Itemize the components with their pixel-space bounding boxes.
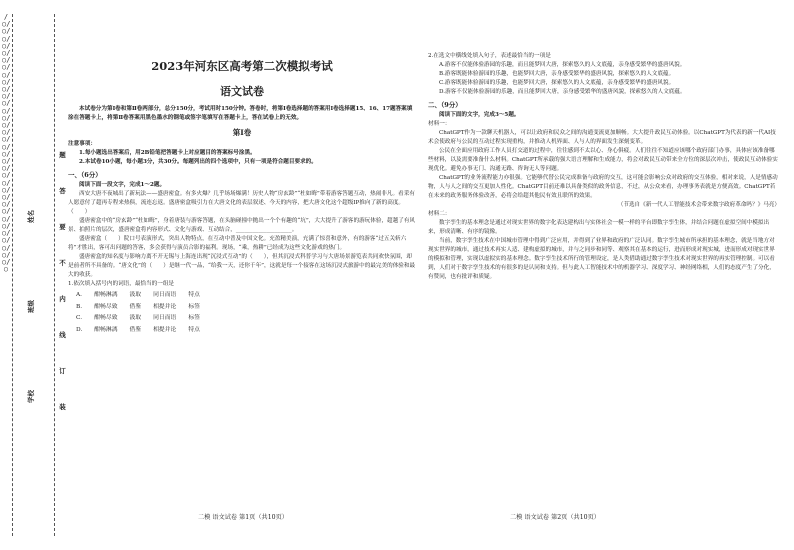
binding-word: 不 <box>59 259 66 267</box>
read-prompt: 阅读下面的文字，完成3～5题。 <box>439 112 520 118</box>
material-paragraph: ChatGPT的业务流程能力亦很强。它能够代替公民完成准备与政府的交互，这可能会影响公众对政府的交互体验，相对来说，人是情感动物，人与人之间的交互更加人性化。ChatGPT目前还难以具备类似的政务信息，不过，从公众来看，办理事务表就是方便高效。ChatGPT若在未来的政务服务体验改善，必将会给超其他民有效且联所的效果。 <box>428 175 778 199</box>
passage-paragraph: 盛唐密盒中的“房玄龄”“杜如晦”，身着唐装与游客答题，在头脑碰撞中抛出一个个有趣的“坑”，大大提升了游客的游玩体验，超越了有风景、拍照片的层次，盛唐密盒将内容形式、文化与游戏、互动结合，____________________。 <box>68 218 416 233</box>
option-word: 同日而语 <box>153 292 177 298</box>
option-row <box>76 303 210 313</box>
binding-seal-left: /○/○/○/○/○/○/○/○/○/○/○/○/○/○/○/○/○/○/○/○/○/○/○/○/○/○/○/○/○/○/○/○/○/○/○ <box>2 14 10 274</box>
option-letter: C. <box>76 315 83 321</box>
note-item: 1.每小题选出答案后，用2B铅笔把答题卡上对应题目的答案标号涂黑。 <box>79 150 256 156</box>
question-2-option: A.游客不仅能体验游园的乐趣，而且能梦回大唐，探索悠久的人文底蕴，亲身感受繁华的盛唐风貌。 <box>439 62 686 68</box>
option-word: 特点 <box>188 292 200 298</box>
binding-word: 要 <box>59 223 66 231</box>
binding-word: 答 <box>59 187 66 195</box>
binding-line-right <box>54 14 55 536</box>
passage-paragraph: 西安大唐不夜城出了新玩法——盛唐密盒。有多火爆？几乎场场爆满！历史人物“房玄龄”“杜如晦”带着游客答题互动，热闹非凡。看采有人愿意付了超再专程来热俱，流连忘返。盛唐密盒吸引力在大唐文化的表层叙述、今天的内容，把大唐文化这个超级IP推向了新的高度。（ ） <box>68 191 415 215</box>
binding-word: 内 <box>59 295 66 303</box>
option-letter: D. <box>76 326 83 333</box>
exam-title: 2023年河东区高考第二次模拟考试 <box>151 59 333 73</box>
exam-page-1 <box>68 0 416 337</box>
option-word: 酣畅尽致 <box>94 315 118 321</box>
question-1-options <box>74 289 212 337</box>
option-word: 酣畅淋漓 <box>94 292 118 298</box>
material-paragraph: ChatGPT作为一款聊天机器人，可以让政府和民众之间的沟通变流更加顺畅。大大提升政民互动体验。以ChatGPT为代表的新一代AI技术会使政府与公民的互动过程实现重构，并推动人机界面、人与人的界面发生深刻变革。 <box>428 130 776 145</box>
binding-line-left <box>12 14 13 536</box>
option-row <box>76 326 210 336</box>
exam-subtitle: 语文试卷 <box>220 85 264 98</box>
option-word: 相提并论 <box>153 303 177 310</box>
passage-paragraph: 盛唐密盒的知名度与影响力离不开无锡与上海连出现“沉浸式互动”的（ ），但其沉浸式科普学习与大唐场景游览表共同欢快氛围，却是前者所不具备的。“唐文化”的（ ）是继一代一品，“给我一天，还你千年”，这就是每一个接客在这场沉浸式旅游中的最完美的体验和最大的收获。 <box>68 254 416 278</box>
part-heading: 一、（6分） <box>68 171 102 179</box>
material-paragraph: 数字孪生的基本理念是通过对现实世界的数字化表达建构出与实体社会一模一样的平台即数字孪生体，并结合问题在虚拟空间中模拟出来，形成清晰、有序的镜像。 <box>428 220 770 235</box>
option-word: 同日而语 <box>153 315 177 321</box>
option-word: 标签 <box>188 315 200 321</box>
question-2-option: C.游客既能体验游园的乐趣，也能梦回大唐，探索悠久的人文底蕴，亲身感受繁华的盛唐风貌。 <box>439 80 675 86</box>
option-row <box>76 291 210 301</box>
class-field-label: 班级 <box>27 300 35 313</box>
option-word: 特点 <box>188 326 200 333</box>
option-word: 相提并论 <box>153 326 177 333</box>
question-2: 2.在选文中横线处填入句子，表述最恰当的一项是 <box>428 53 551 59</box>
exam-intro: 本试卷分为第Ⅰ卷和第Ⅱ卷两部分，总分150分，考试用时150分钟。答卷时，将第Ⅰ卷选择题的答案用Ⅰ卷选择题15、16、17题答案填涂在答题卡上，将第Ⅱ卷答案用黑色墨水的钢笔或签字笔填写在答题卡上，答在试卷上的无效。 <box>68 106 413 121</box>
material-source: （节选自《新一代人工智能技术会带来数字政府革命吗？》马亮） <box>617 202 780 208</box>
exam-page-2 <box>428 52 780 282</box>
binding-word: 订 <box>59 367 66 375</box>
option-letter: A. <box>76 292 83 298</box>
page-2-footer: 二模 语文试卷 第2页（共10页） <box>510 514 600 521</box>
binding-word: 题 <box>59 151 66 159</box>
section-title: 第Ⅰ卷 <box>232 128 252 137</box>
option-word: 酣畅淋漓 <box>94 326 118 333</box>
material-label: 材料二： <box>428 211 451 217</box>
option-word: 汲取 <box>129 315 142 321</box>
option-word: 汲取 <box>129 292 142 298</box>
option-row <box>76 314 210 324</box>
option-word: 借鉴 <box>129 303 142 310</box>
option-letter: B. <box>76 303 83 310</box>
note-item: 2.本试卷10小题，每小题3分，共30分。每题列出的四个选项中，只有一项是符合题目要求的。 <box>79 159 317 165</box>
question-2-option: B.游客既能体验游园的乐趣，也能梦回大唐，亲身感受繁华的盛唐风貌，探索悠久的人文底蕴。 <box>439 71 675 77</box>
option-word: 标签 <box>188 303 200 310</box>
binding-margin <box>0 0 66 550</box>
school-field-label: 学校 <box>27 390 35 403</box>
part-heading: 二、（9分） <box>428 101 462 109</box>
material-paragraph: 当前，数字孪生技术在中国城市管理中得到广泛应用，并得到了业界和政府的广泛认同。数字孪生城市所承担的基本理念，就是当地方对现实世界的城市，通过技术再实人适、建构虚拟的城市，并与之同步和同等、观察其在基本的运行，进而形成对现实城，进而形成对现实世界的模拟和管理，实现以虚拟实的基本理念。数字孪生技术所行的管理设定，是人类借助通过数字孪生技术对现实世界的再实管理控制。可以看到，人们对于数字孪生技术的有很多的是认同和支持。但与此人工智能技术中的机器学习、深度学习、神经网络相，人们的态度产生了分化，有赞同，也有批评和质疑。 <box>428 238 775 280</box>
option-word: 酣畅尽致 <box>94 303 118 310</box>
option-word: 借鉴 <box>129 326 142 333</box>
binding-word: 装 <box>59 403 66 411</box>
question-2-option: D.游客不仅能体验游园的乐趣，而且能梦回大唐，亲身感受繁华的盛唐风貌，探索悠久的人文底蕴。 <box>439 89 686 95</box>
question-1: 1.依次填入括号内的词语，最恰当的一组是 <box>68 281 175 287</box>
name-field-label: 姓名 <box>27 210 35 223</box>
material-paragraph: 公民在全面应用政府工作人员打交道的过程中，往往感到不太以心、身心俱疲。人们往往不知道应该哪个政府部门办事，具体应该准备哪些材料，以及需要准备什么材料。ChatGPT所承载的强大语言理解和生成能力，将会对政民互动带来全方位的深层次冲击，使政民互动体验实现优化。避免办事无门、沟通无路、咨询无人等问题。 <box>428 148 778 172</box>
page-1-footer: 二模 语文试卷 第1页（共10页） <box>198 514 288 521</box>
passage-paragraph: 盛唐密盒（ ）院口号表演形式，突出人物特点，在互动中普及中国文化。充盈精美演，充满了惊喜和意外，有的游客“过五关斩六将”才胜出，客可出问题的答客，多会获得与演员合影的福利。现场，“乘，热耕”已经成为这些文化游戏的热门。 <box>68 236 407 251</box>
material-label: 材料一： <box>428 121 451 127</box>
read-prompt: 阅读下面一段文字，完成1～2题。 <box>79 182 166 188</box>
notes-label: 注意事项： <box>68 141 96 147</box>
binding-word: 线 <box>59 331 66 339</box>
